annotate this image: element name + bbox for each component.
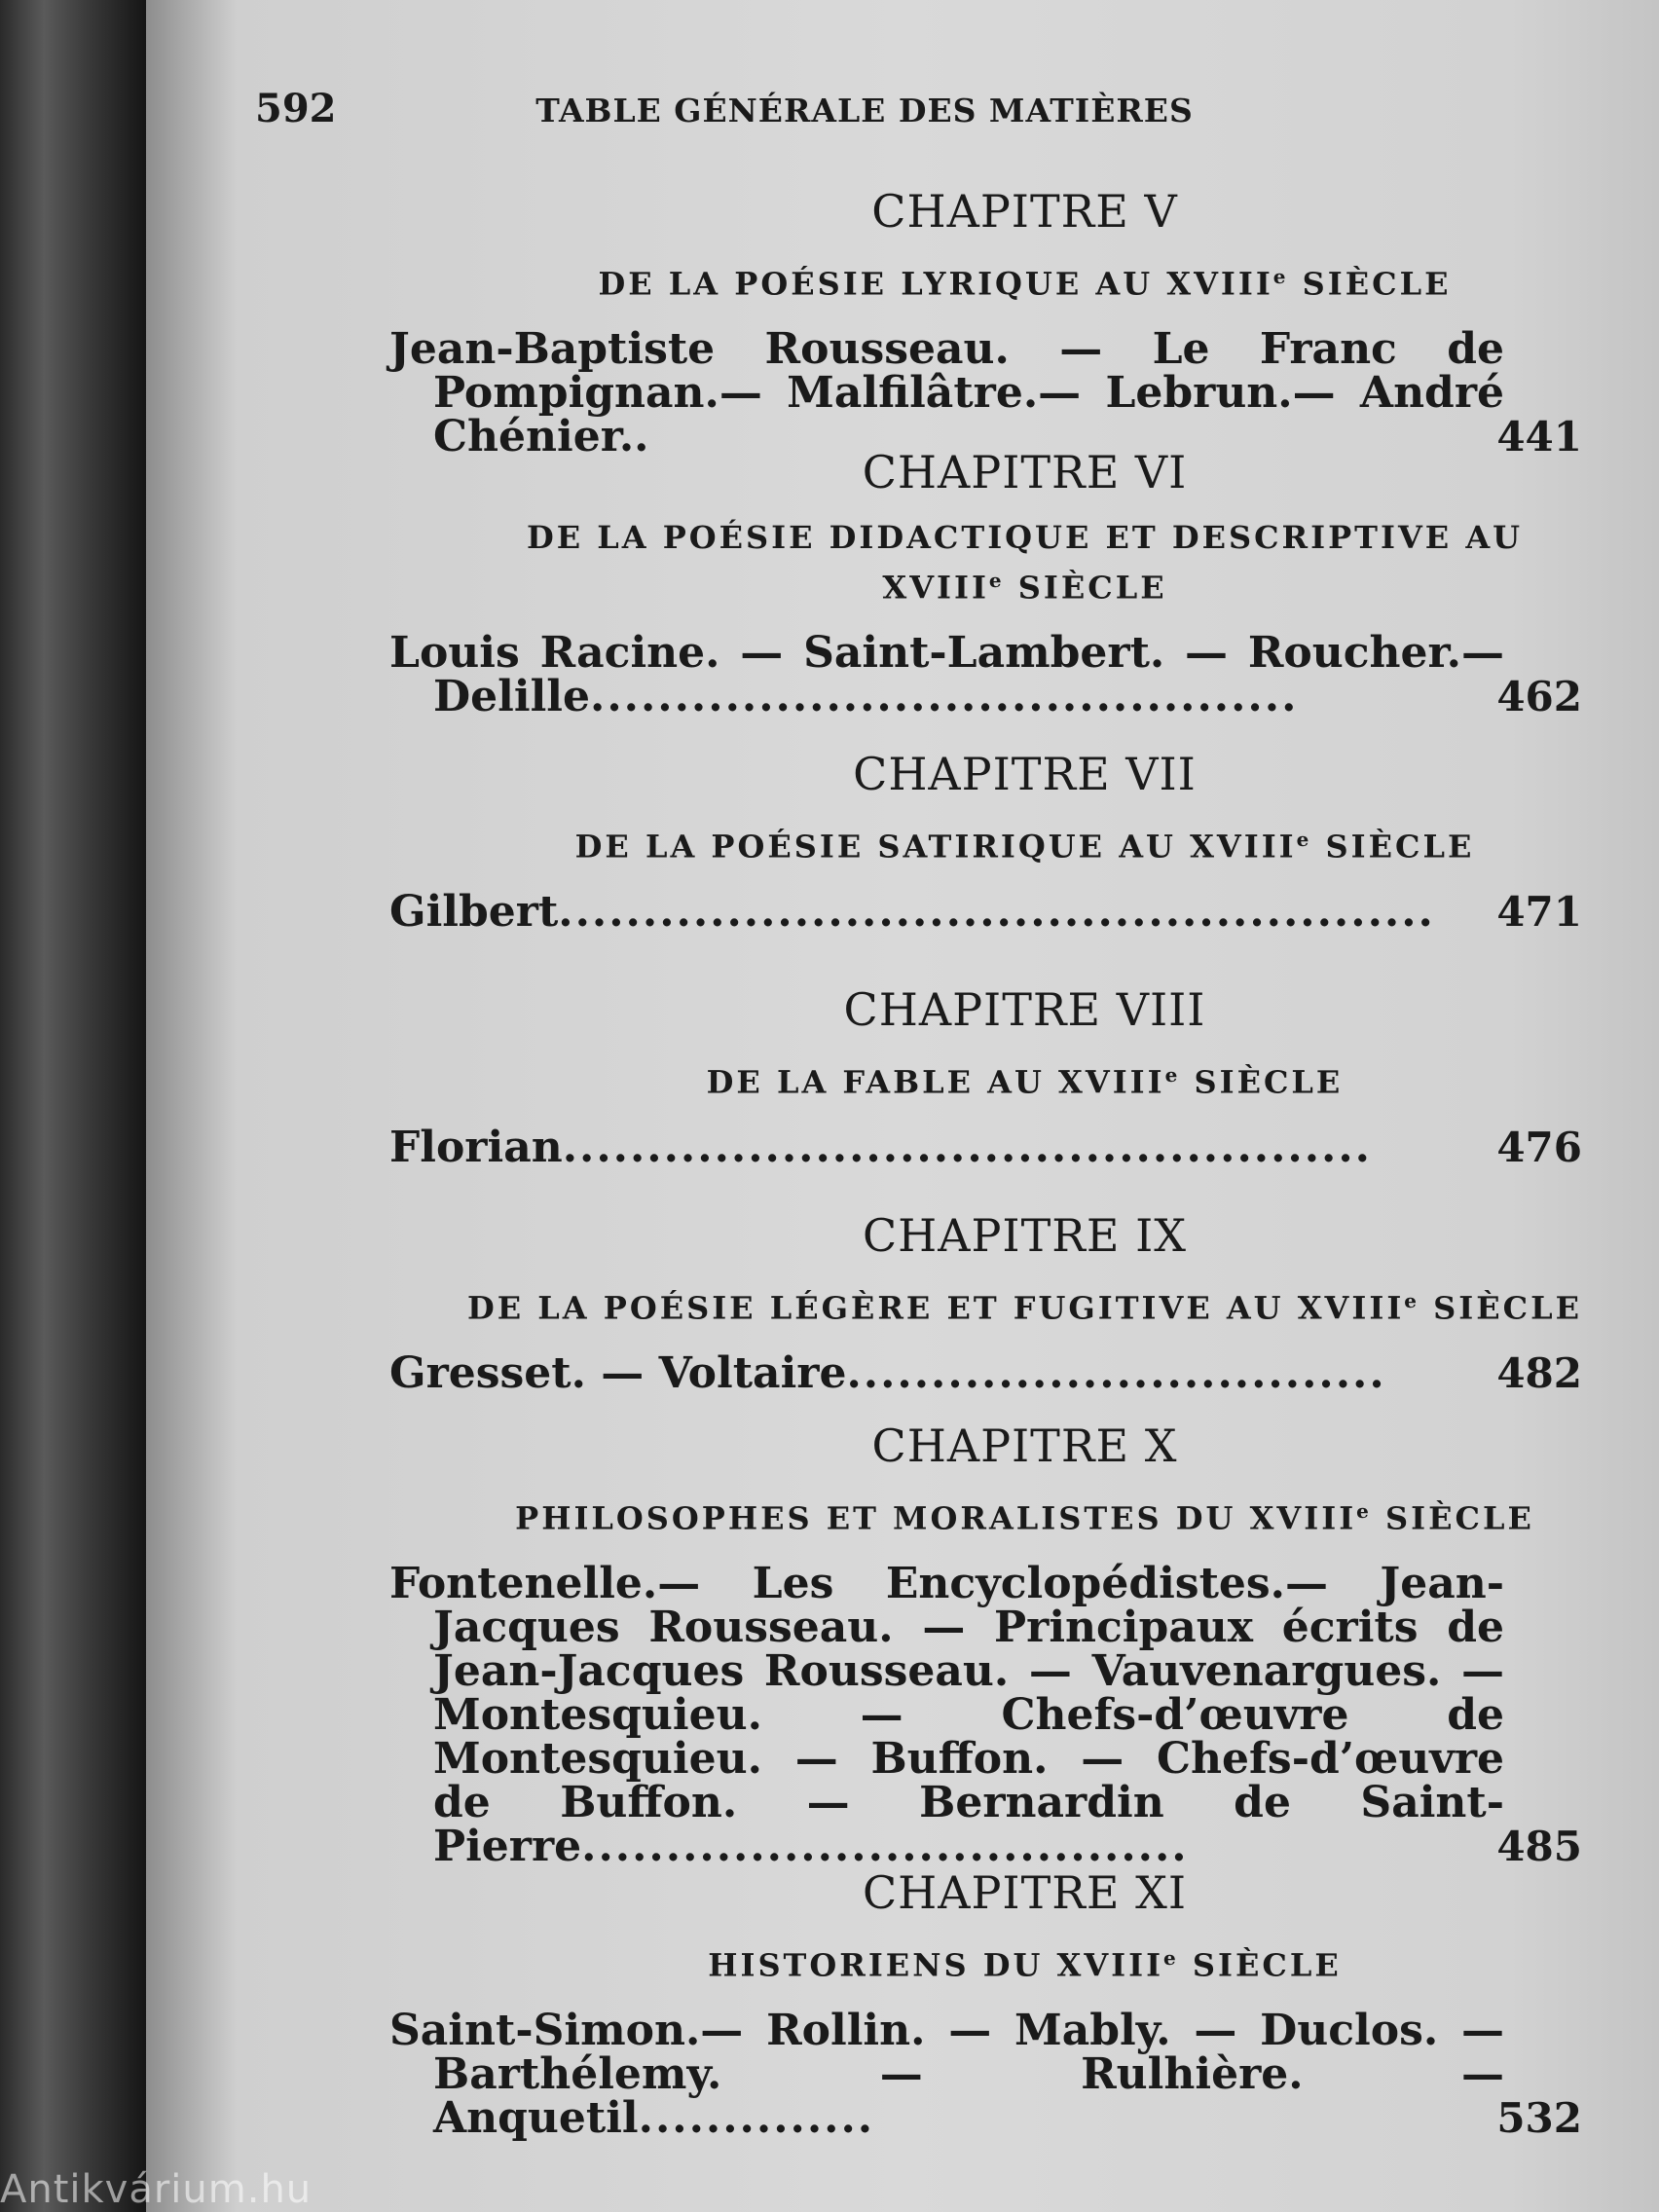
entry-text-block	[389, 1122, 1504, 1172]
leader-dots: ..........................................	[590, 671, 1299, 721]
entry-authors: Gilbert	[389, 886, 559, 937]
subtitle-superscript: e	[1164, 1063, 1181, 1087]
chapter-title: CHAPITRE XI	[862, 1866, 1188, 1919]
subtitle-superscript: e	[1163, 1946, 1179, 1970]
watermark: Antikvárium.hu	[0, 2167, 313, 2212]
chapter-title: CHAPITRE VI	[862, 446, 1188, 498]
entry-page-number: 441	[1496, 412, 1582, 461]
toc-entry	[389, 627, 1582, 721]
chapter-subtitle	[389, 1936, 1582, 1987]
chapter-title: CHAPITRE IX	[862, 1209, 1188, 1262]
subtitle-superscript: e	[1356, 1499, 1372, 1523]
subtitle-text: HISTORIENS DU XVIII	[708, 1946, 1164, 1984]
chapter-subtitle	[389, 1490, 1582, 1540]
chapter-section	[389, 1419, 1582, 1871]
leader-dots: ....................................	[581, 1821, 1189, 1871]
subtitle-superscript: e	[1404, 1289, 1420, 1312]
chapter-subtitle	[389, 1053, 1582, 1104]
page-number: 592	[255, 86, 337, 131]
entry-page-number: 482	[1496, 1348, 1582, 1397]
entry-text-block	[389, 323, 1504, 461]
chapter-section	[389, 1866, 1582, 2143]
book-spine	[0, 0, 146, 2212]
subtitle-text-end: SIÈCLE	[1311, 828, 1475, 866]
entry-text-block	[389, 627, 1504, 721]
entry-page-number: 485	[1496, 1822, 1582, 1870]
entry-page-number: 532	[1496, 2093, 1582, 2142]
subtitle-text: DE LA POÉSIE DIDACTIQUE ET DESCRIPTIVE AU XVIII	[526, 519, 1524, 607]
subtitle-text-end: SIÈCLE	[1419, 1289, 1582, 1327]
toc-entry	[389, 323, 1582, 461]
leader-dots: ..............	[638, 2092, 875, 2143]
chapter-subtitle	[389, 255, 1582, 306]
chapter-subtitle	[389, 516, 1582, 609]
chapter-section	[389, 983, 1582, 1172]
chapter-title: CHAPITRE VII	[853, 748, 1197, 800]
chapter-title: CHAPITRE VIII	[843, 983, 1206, 1036]
entry-authors: Fontenelle.— Les Encyclopédistes.— Jean-Jacques Rousseau. — Principaux écrits de Jean-Jacques Rousseau. — Vauvenargues. — Montesquieu. — Chefs-d’œuvre de Montesquieu. — Buffon. — Chefs-d’œuvre de Buffon. — Bernardin de Saint-Pierre	[389, 1558, 1504, 1871]
entry-authors: Florian	[389, 1122, 563, 1172]
subtitle-text-end: SIÈCLE	[1178, 1946, 1342, 1984]
chapter-section	[389, 748, 1582, 937]
page-header	[255, 86, 1338, 144]
chapter-section	[389, 185, 1582, 459]
subtitle-text: DE LA FABLE AU XVIII	[706, 1063, 1165, 1101]
subtitle-text-end: SIÈCLE	[1004, 569, 1167, 607]
toc-entry	[389, 2005, 1582, 2143]
entry-text-block	[389, 2005, 1504, 2143]
toc-entry	[389, 1122, 1582, 1172]
chapter-title: CHAPITRE V	[871, 185, 1178, 238]
leader-dots: ....................................................	[558, 886, 1435, 937]
entry-authors: Jean-Baptiste Rousseau. — Le Franc de Pompignan.— Malfilâtre.— Lebrun.— André Chénier..	[389, 323, 1504, 461]
chapter-subtitle	[389, 818, 1582, 868]
entry-page-number: 471	[1496, 887, 1582, 936]
entry-authors: Saint-Simon.— Rollin. — Mably. — Duclos. — Barthélemy. — Rulhière. — Anquetil	[389, 2005, 1504, 2143]
entry-page-number: 462	[1496, 672, 1582, 720]
entry-authors: Gresset. — Voltaire	[389, 1347, 847, 1398]
chapter-title: CHAPITRE X	[871, 1419, 1178, 1472]
leader-dots: ................................................	[562, 1122, 1372, 1172]
toc-entry	[389, 1558, 1582, 1871]
subtitle-text-end: SIÈCLE	[1180, 1063, 1344, 1101]
subtitle-text: DE LA POÉSIE SATIRIQUE AU XVIII	[574, 828, 1297, 866]
running-title: TABLE GÉNÉRALE DES MATIÈRES	[535, 92, 1194, 129]
subtitle-text-end: SIÈCLE	[1371, 1499, 1534, 1537]
toc-entry	[389, 886, 1582, 937]
chapter-section	[389, 1209, 1582, 1398]
entry-page-number: 476	[1496, 1123, 1582, 1171]
entry-authors: Louis Racine. — Saint-Lambert. — Roucher.— Delille	[389, 627, 1504, 721]
entry-text-block	[389, 1558, 1504, 1871]
chapter-subtitle	[389, 1279, 1582, 1330]
entry-text-block	[389, 886, 1504, 937]
subtitle-superscript: e	[1272, 265, 1289, 288]
toc-entry	[389, 1347, 1582, 1398]
subtitle-text: PHILOSOPHES ET MORALISTES DU XVIII	[515, 1499, 1357, 1537]
chapter-section	[389, 446, 1582, 719]
subtitle-text-end: SIÈCLE	[1288, 265, 1452, 303]
subtitle-superscript: e	[988, 569, 1005, 592]
entry-text-block	[389, 1347, 1504, 1398]
leader-dots: ................................	[846, 1347, 1386, 1398]
subtitle-superscript: e	[1296, 828, 1312, 851]
subtitle-text: DE LA POÉSIE LÉGÈRE ET FUGITIVE AU XVIII	[467, 1289, 1405, 1327]
subtitle-text: DE LA POÉSIE LYRIQUE AU XVIII	[598, 265, 1273, 303]
